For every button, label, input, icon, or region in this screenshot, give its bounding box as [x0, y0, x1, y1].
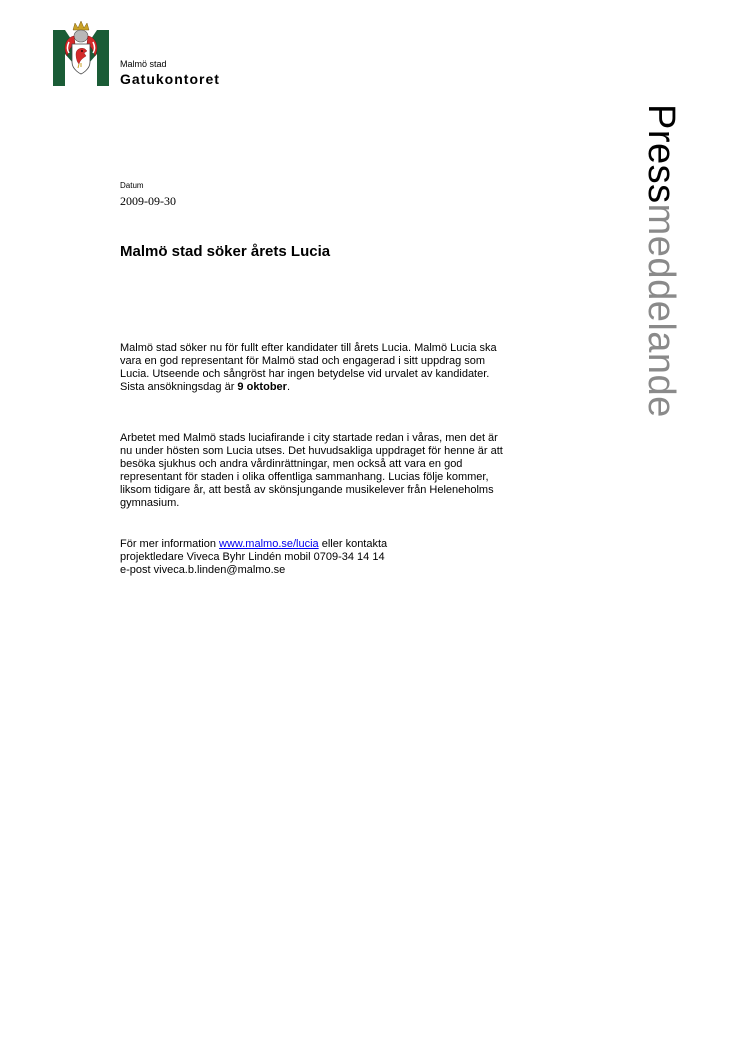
deadline-suffix: . — [286, 381, 290, 393]
paragraph-line: besöka sjukhus och andra vårdinrättningar, men också att vara en god — [120, 458, 463, 470]
side-title-meddelande: meddelande — [640, 203, 682, 418]
paragraph-line: Arbetet med Malmö stads luciafirande i city startade redan i våras, men det är — [120, 432, 498, 444]
contact-line-info — [120, 538, 590, 551]
paragraph-line: representant för staden i olika offentliga sammanhang. Lucias följe kommer, — [120, 471, 489, 483]
contact-line-phone: projektledare Viveca Byhr Lindén mobil 0709-34 14 14 — [120, 551, 385, 563]
malmo-coat-of-arms-logo — [53, 20, 109, 86]
paragraph-line-deadline — [120, 381, 590, 394]
contact-line-email: e-post viveca.b.linden@malmo.se — [120, 564, 286, 576]
lucia-website-link[interactable]: www.malmo.se/lucia — [219, 538, 319, 550]
deadline-date: 9 oktober — [237, 381, 287, 393]
paragraph-line: Lucia. Utseende och sångröst har ingen betydelse vid urvalet av kandidater. — [120, 368, 490, 380]
organization-name: Malmö stad — [120, 59, 167, 69]
paragraph-line: vara en god representant för Malmö stad och engagerad i sitt uppdrag som — [120, 355, 486, 367]
press-release-vertical-title — [635, 104, 685, 564]
paragraph-line: nu under hösten som Lucia utses. Det huvudsakliga uppdraget för henne är att — [120, 445, 503, 457]
deadline-prefix: Sista ansökningsdag är — [120, 381, 238, 393]
date-value: 2009-09-30 — [120, 194, 176, 208]
paragraph-contact-info — [120, 538, 590, 577]
department-name: Gatukontoret — [120, 71, 220, 87]
date-label: Datum — [120, 181, 144, 190]
contact-suffix: eller kontakta — [318, 538, 388, 550]
paragraph-line: Malmö stad söker nu för fullt efter kandidater till årets Lucia. Malmö Lucia ska — [120, 342, 497, 354]
press-release-headline: Malmö stad söker årets Lucia — [120, 243, 331, 260]
paragraph-application-info — [120, 342, 590, 394]
paragraph-lucia-work — [120, 432, 590, 510]
side-title-press: Press — [640, 104, 682, 204]
paragraph-line: liksom tidigare år, att bestå av skönsjungande musikelever från Heleneholms — [120, 484, 494, 496]
contact-prefix: För mer information — [120, 538, 220, 550]
paragraph-line: gymnasium. — [120, 497, 180, 509]
